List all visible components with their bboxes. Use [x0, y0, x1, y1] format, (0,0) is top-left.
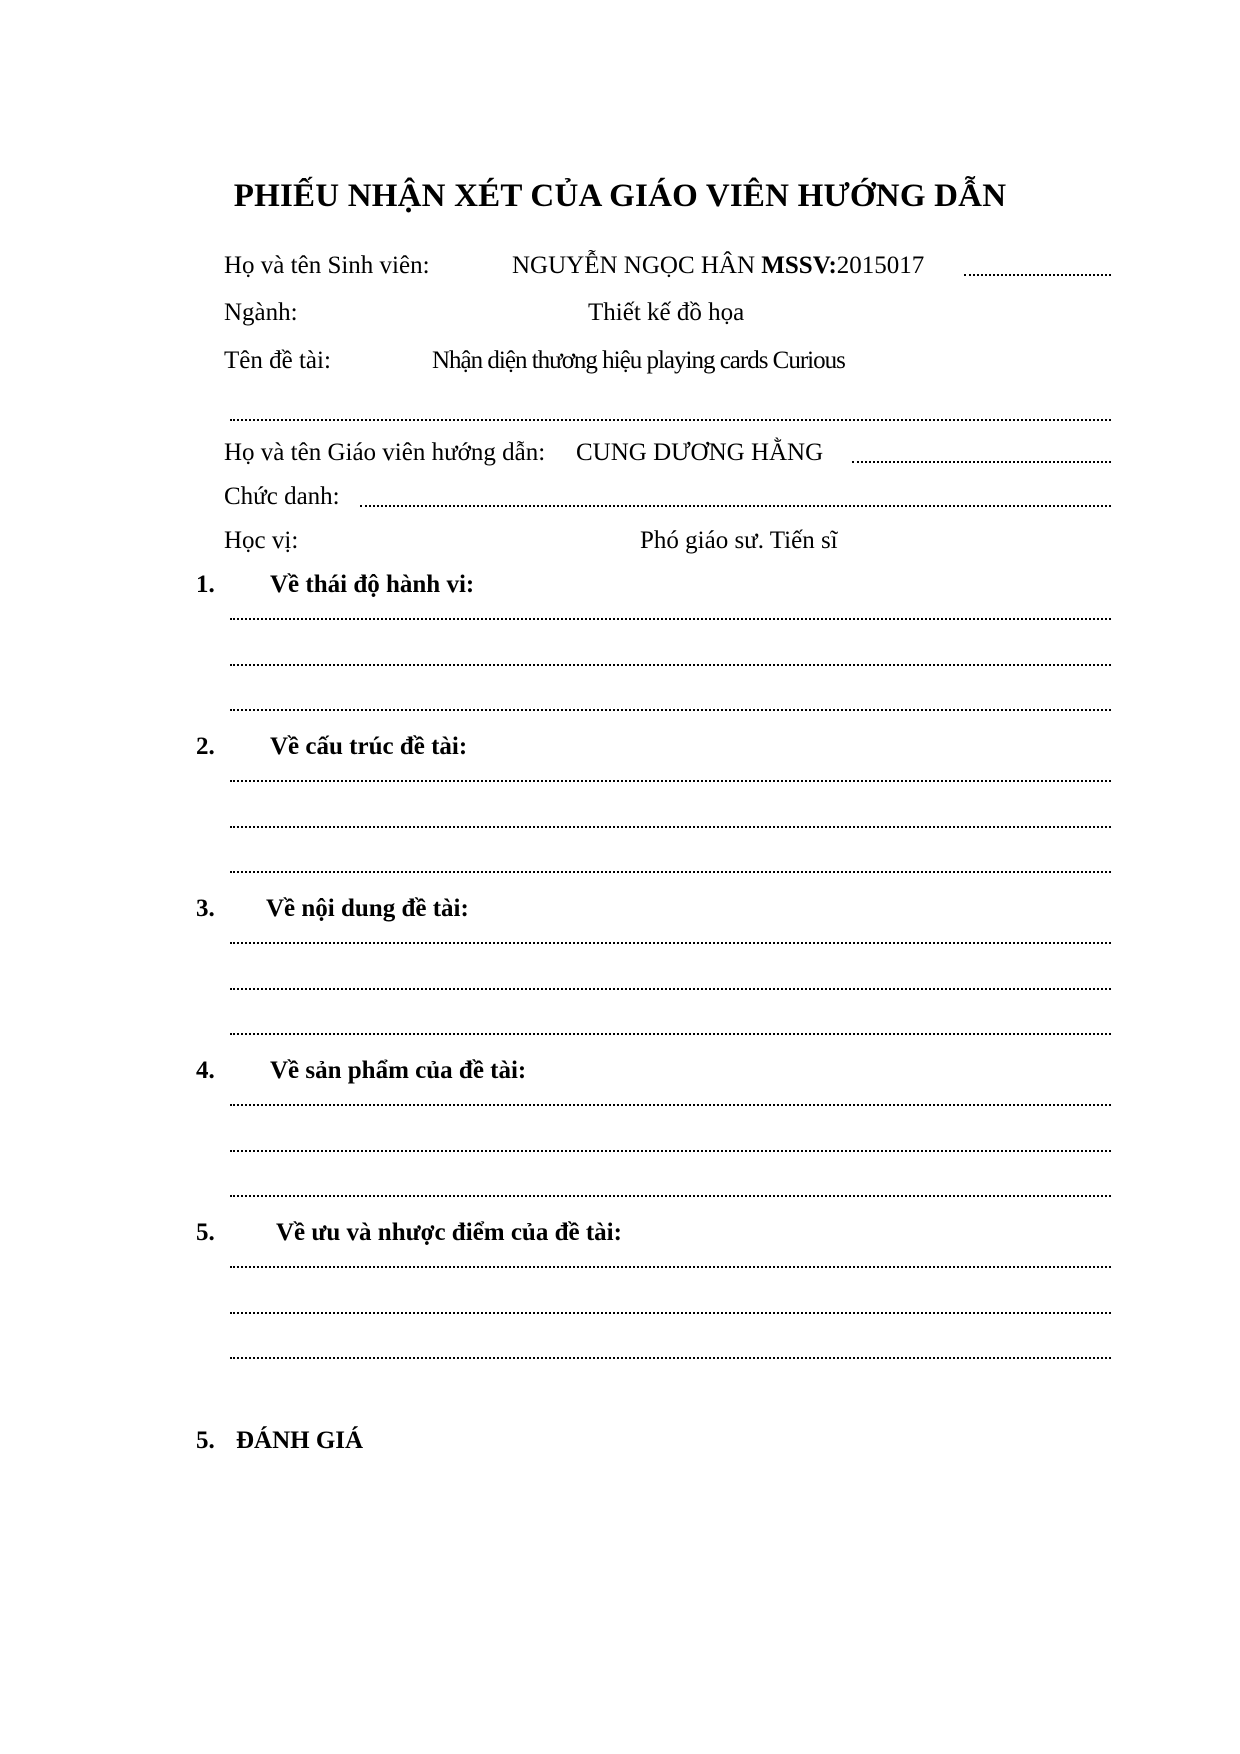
- topic-label: Tên đề tài:: [224, 347, 331, 374]
- section-3-line-1[interactable]: [230, 942, 1111, 944]
- mssv-label: MSSV:: [761, 252, 837, 279]
- section-3-line-2[interactable]: [230, 988, 1111, 990]
- degree-value: Phó giáo sư. Tiến sĩ: [640, 527, 838, 554]
- section-2-number: 2.: [196, 733, 215, 760]
- section-1-number: 1.: [196, 571, 215, 598]
- section-1-line-1[interactable]: [230, 618, 1111, 620]
- student-fill-line[interactable]: [964, 274, 1111, 276]
- section-2-line-2[interactable]: [230, 826, 1111, 828]
- section-4-number: 4.: [196, 1057, 215, 1084]
- page-title: PHIẾU NHẬN XÉT CỦA GIÁO VIÊN HƯỚNG DẪN: [233, 178, 1007, 214]
- topic-fill-line[interactable]: [230, 419, 1111, 421]
- section-1-line-3[interactable]: [230, 709, 1111, 711]
- position-label: Chức danh:: [224, 483, 340, 510]
- section-4-line-1[interactable]: [230, 1104, 1111, 1106]
- section-2-line-3[interactable]: [230, 871, 1111, 873]
- section-5-number: 5.: [196, 1219, 215, 1246]
- topic-value: Nhận diện thương hiệu playing cards Curious: [432, 347, 845, 374]
- section-3-line-3[interactable]: [230, 1033, 1111, 1035]
- section-2-line-1[interactable]: [230, 780, 1111, 782]
- advisor-fill-line[interactable]: [852, 461, 1111, 463]
- section-5-line-1[interactable]: [230, 1266, 1111, 1268]
- section-4-line-2[interactable]: [230, 1150, 1111, 1152]
- section-5-title: Về ưu và nhược điểm của đề tài:: [276, 1219, 622, 1246]
- advisor-label: Họ và tên Giáo viên hướng dẫn:: [224, 439, 546, 466]
- section-4-line-3[interactable]: [230, 1195, 1111, 1197]
- section-3-title: Về nội dung đề tài:: [266, 895, 469, 922]
- section-3-number: 3.: [196, 895, 215, 922]
- evaluation-number: 5.: [196, 1427, 215, 1454]
- student-name-row: [512, 251, 924, 281]
- student-label: Họ và tên Sinh viên:: [224, 252, 430, 279]
- advisor-name: CUNG DƯƠNG HẰNG: [576, 439, 824, 466]
- section-4-title: Về sản phẩm của đề tài:: [270, 1057, 527, 1084]
- section-2-title: Về cấu trúc đề tài:: [270, 733, 468, 760]
- evaluation-title: ĐÁNH GIÁ: [236, 1427, 364, 1454]
- section-1-title: Về thái độ hành vi:: [270, 571, 475, 598]
- section-5-line-3[interactable]: [230, 1357, 1111, 1359]
- position-fill-line[interactable]: [360, 505, 1111, 507]
- degree-label: Học vị:: [224, 527, 299, 554]
- major-label: Ngành:: [224, 299, 298, 326]
- student-name: NGUYỄN NGỌC HÂN: [512, 252, 756, 279]
- major-value: Thiết kế đồ họa: [588, 299, 745, 326]
- section-1-line-2[interactable]: [230, 664, 1111, 666]
- section-5-line-2[interactable]: [230, 1312, 1111, 1314]
- mssv-value: 2015017: [836, 252, 925, 279]
